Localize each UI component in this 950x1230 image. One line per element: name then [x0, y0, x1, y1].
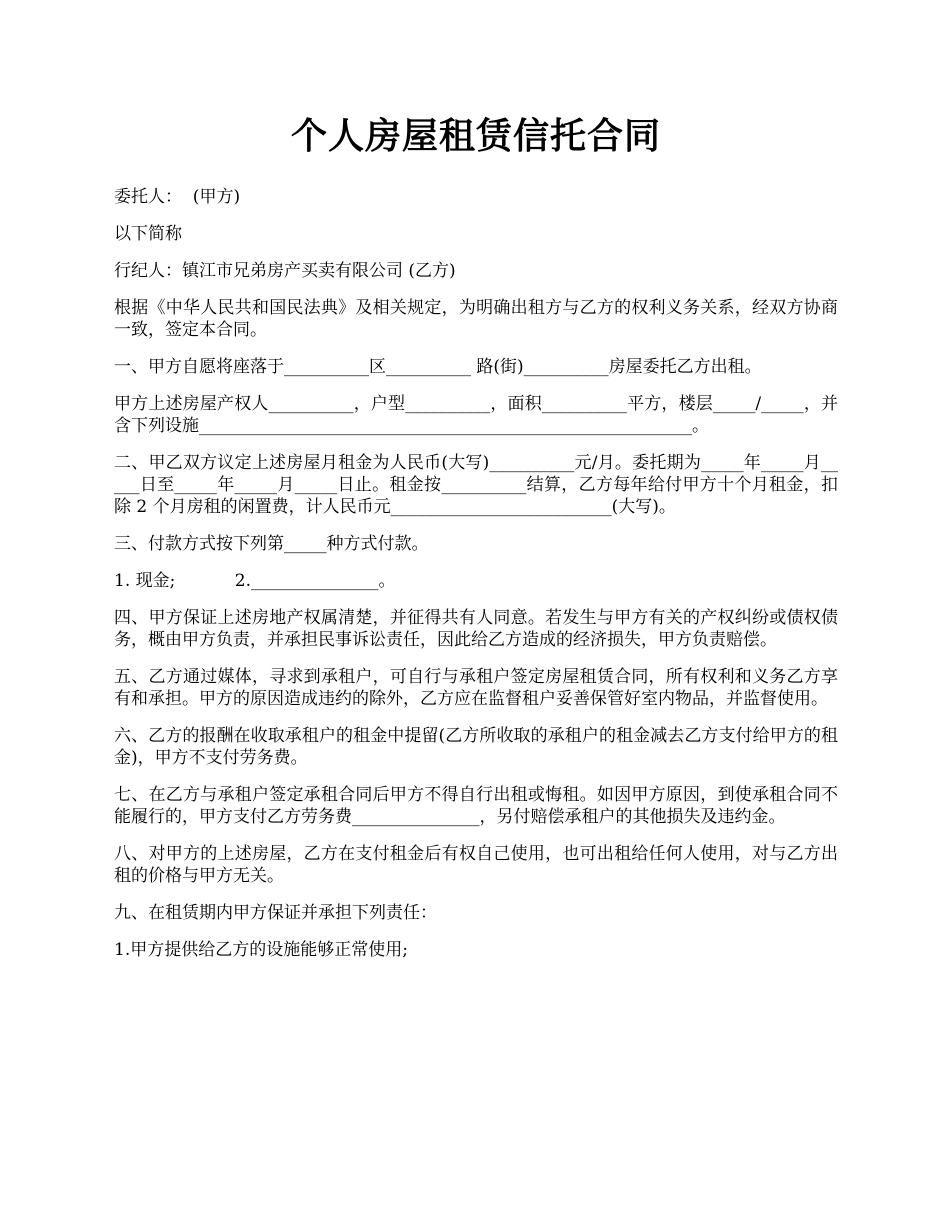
abbreviation-line: 以下简称 [114, 224, 182, 244]
clause-3: 三、付款方式按下列第_____种方式付款。 [114, 534, 429, 554]
clause-9-item-1: 1.甲方提供给乙方的设施能够正常使用; [114, 940, 408, 960]
clause-6: 六、乙方的报酬在收取承租户的租金中提留(乙方所收取的承租户的租金减去乙方支付给甲方的租金)，甲方不支付劳务费。 [114, 726, 838, 768]
clause-5: 五、乙方通过媒体，寻求到承租户，可自行与承租户签定房屋租赁合同，所有权利和义务乙方享有和承担。甲方的原因造成违约的除外，乙方应在监督租户妥善保管好室内物品，并监督使用。 [114, 667, 838, 709]
clause-8: 八、对甲方的上述房屋，乙方在支付租金后有权自己使用，也可出租给任何人使用，对与乙方出租的价格与甲方无关。 [114, 844, 838, 886]
clause-9: 九、在租赁期内甲方保证并承担下列责任： [114, 903, 437, 923]
clause-1: 一、甲方自愿将座落于__________区__________ 路(街)__________房屋委托乙方出租。 [114, 357, 762, 377]
preamble-paragraph: 根据《中华人民共和国民法典》及相关规定，为明确出租方与乙方的权利义务关系，经双方协商一致，签定本合同。 [114, 298, 838, 340]
clause-2: 二、甲乙双方议定上述房屋月租金为人民币(大写)__________元/月。委托期为_____年_____月_____日至_____年_____月_____日止。租金按__________结算，乙方每年给付甲方十个月租金，扣除 2 个月房租的闲置费，计人民币元__________________________(大写)。 [114, 453, 838, 517]
principal-line: 委托人： (甲方) [114, 187, 241, 207]
clause-4: 四、甲方保证上述房地产权属清楚，并征得共有人同意。若发生与甲方有关的产权纠纷或债权债务，概由甲方负责，并承担民事诉讼责任，因此给乙方造成的经济损失，甲方负责赔偿。 [114, 608, 838, 650]
document-title: 个人房屋租赁信托合同 [290, 115, 661, 157]
clause-7: 七、在乙方与承租户签定承租合同后甲方不得自行出租或悔租。如因甲方原因，到使承租合同不能履行的，甲方支付乙方劳务费_______________，另付赔偿承租户的其他损失及违约金。 [114, 785, 838, 827]
clause-1-property-details: 甲方上述房屋产权人__________，户型__________，面积__________平方，楼层_____/_____，并含下列设施__________________________________________________________。 [114, 394, 838, 436]
broker-line: 行纪人：镇江市兄弟房产买卖有限公司 (乙方) [114, 261, 456, 281]
clause-3-payment-options: 1. 现金; 2._______________。 [114, 571, 396, 591]
